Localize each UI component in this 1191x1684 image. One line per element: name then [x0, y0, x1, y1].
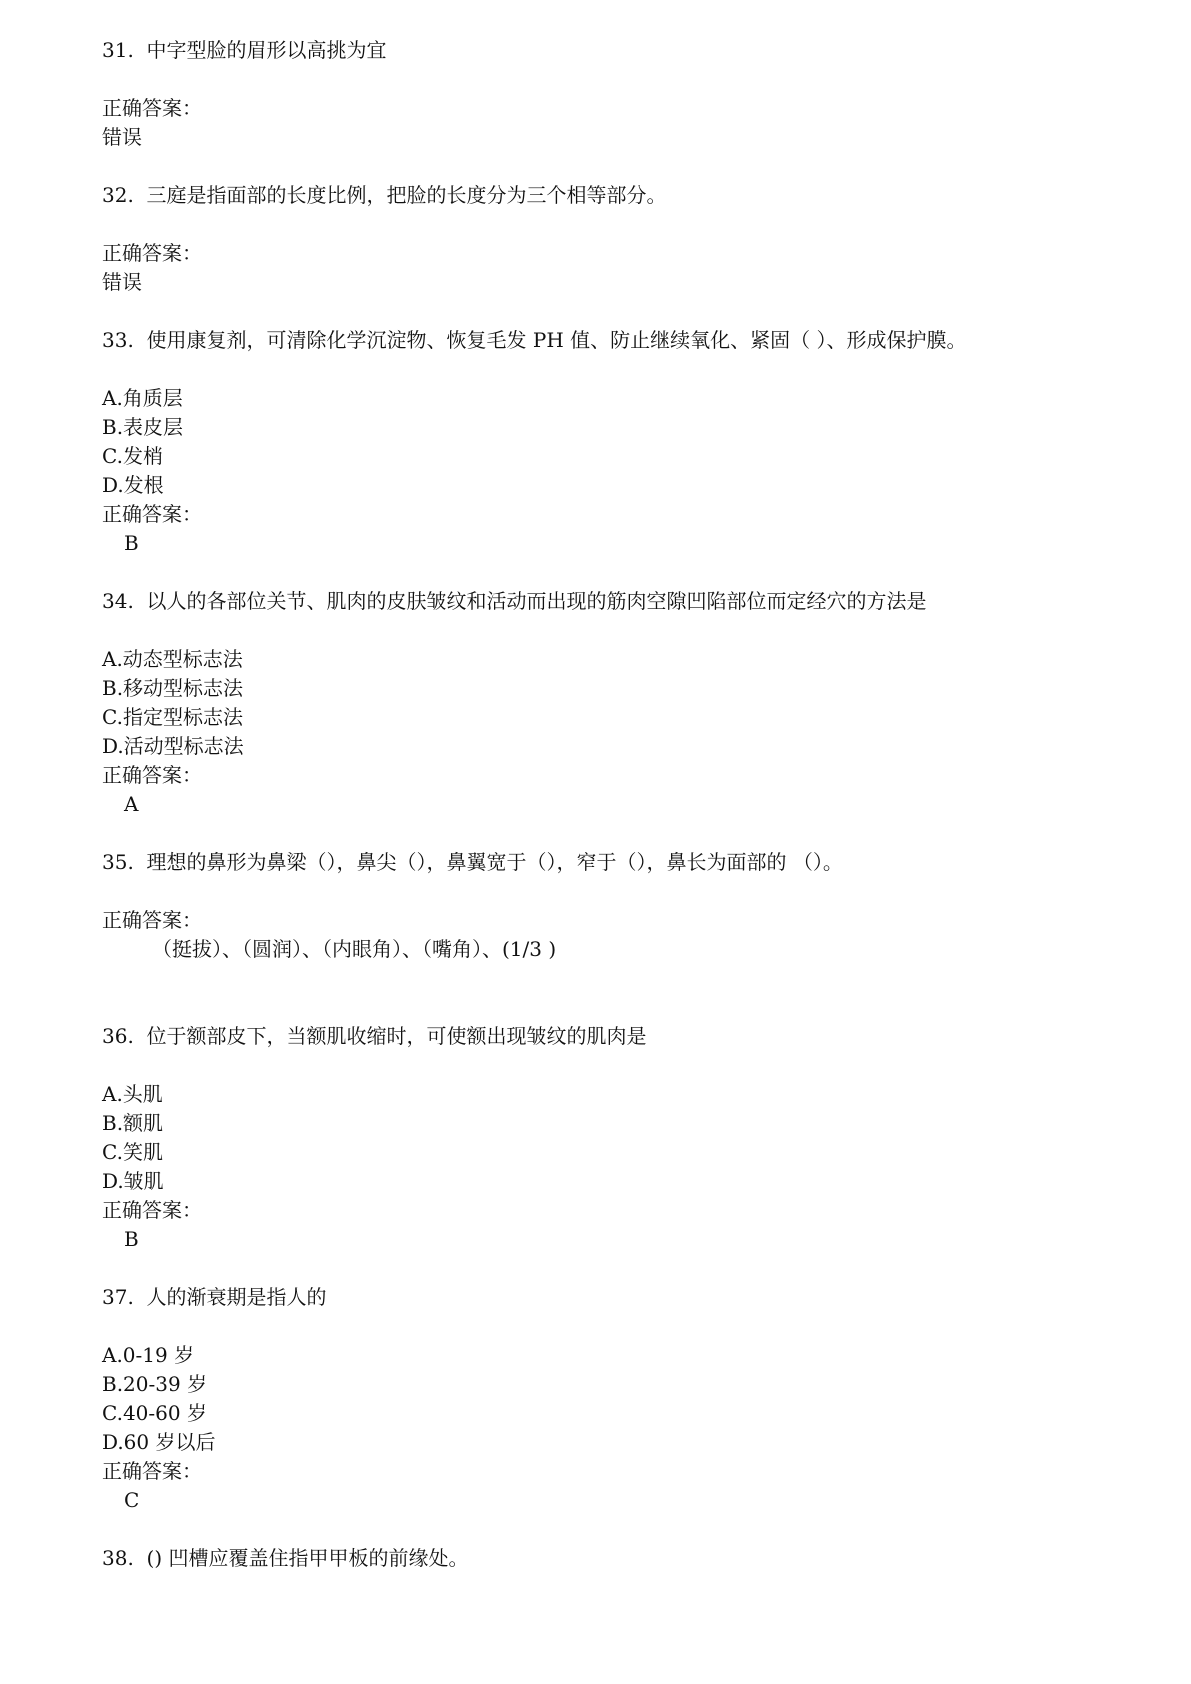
option-a: A.角质层 [102, 386, 183, 410]
answer-label: 正确答案： [102, 1198, 202, 1222]
question-title: 32. 三庭是指面部的长度比例，把脸的长度分为三个相等部分。 [102, 183, 667, 207]
option-d: D.60 岁以后 [102, 1430, 216, 1454]
option-a: A.动态型标志法 [102, 647, 243, 671]
question-title: 38. () 凹槽应覆盖住指甲甲板的前缘处。 [102, 1546, 469, 1570]
question-35 [102, 848, 1142, 964]
answer-value: C [124, 1488, 140, 1512]
question-31 [102, 36, 1142, 152]
question-37 [102, 1283, 1142, 1515]
answer-value: 错误 [102, 270, 142, 294]
option-a: A.头肌 [102, 1082, 163, 1106]
option-b: B.额肌 [102, 1111, 164, 1135]
option-b: B.移动型标志法 [102, 676, 244, 700]
option-d: D.发根 [102, 473, 164, 497]
question-title: 37. 人的渐衰期是指人的 [102, 1285, 327, 1309]
answer-label: 正确答案： [102, 241, 202, 265]
option-d: D.活动型标志法 [102, 734, 244, 758]
question-title: 34. 以人的各部位关节、肌肉的皮肤皱纹和活动而出现的筋肉空隙凹陷部位而定经穴的方法是 [102, 589, 927, 613]
question-title: 33. 使用康复剂，可清除化学沉淀物、恢复毛发 PH 值、防止继续氧化、紧固（ ）、形成保护膜。 [102, 328, 967, 352]
question-36 [102, 1022, 1142, 1254]
option-d: D.皱肌 [102, 1169, 164, 1193]
question-title: 35. 理想的鼻形为鼻梁（），鼻尖（），鼻翼宽于（），窄于（），鼻长为面部的 （）。 [102, 850, 843, 874]
question-title: 31. 中字型脸的眉形以高挑为宜 [102, 38, 387, 62]
answer-label: 正确答案： [102, 1459, 202, 1483]
question-34 [102, 587, 1142, 819]
answer-label: 正确答案： [102, 763, 202, 787]
answer-label: 正确答案： [102, 96, 202, 120]
answer-value: A [124, 792, 139, 816]
option-c: C.40-60 岁 [102, 1401, 207, 1425]
answer-value: B [124, 531, 139, 555]
option-c: C.指定型标志法 [102, 705, 243, 729]
option-c: C.发梢 [102, 444, 163, 468]
question-32 [102, 181, 1142, 297]
option-a: A.0-19 岁 [102, 1343, 195, 1367]
answer-label: 正确答案： [102, 908, 202, 932]
option-b: B.20-39 岁 [102, 1372, 208, 1396]
answer-value: B [124, 1227, 139, 1251]
option-c: C.笑肌 [102, 1140, 163, 1164]
question-33 [102, 326, 1142, 558]
answer-value: 错误 [102, 125, 142, 149]
document-page [102, 36, 1142, 1573]
answer-label: 正确答案： [102, 502, 202, 526]
option-b: B.表皮层 [102, 415, 184, 439]
question-38 [102, 1544, 1142, 1573]
question-title: 36. 位于额部皮下，当额肌收缩时，可使额出现皱纹的肌肉是 [102, 1024, 647, 1048]
answer-value: （挺拔）、（圆润）、（内眼角）、（嘴角）、(1/3 ) [152, 937, 557, 961]
